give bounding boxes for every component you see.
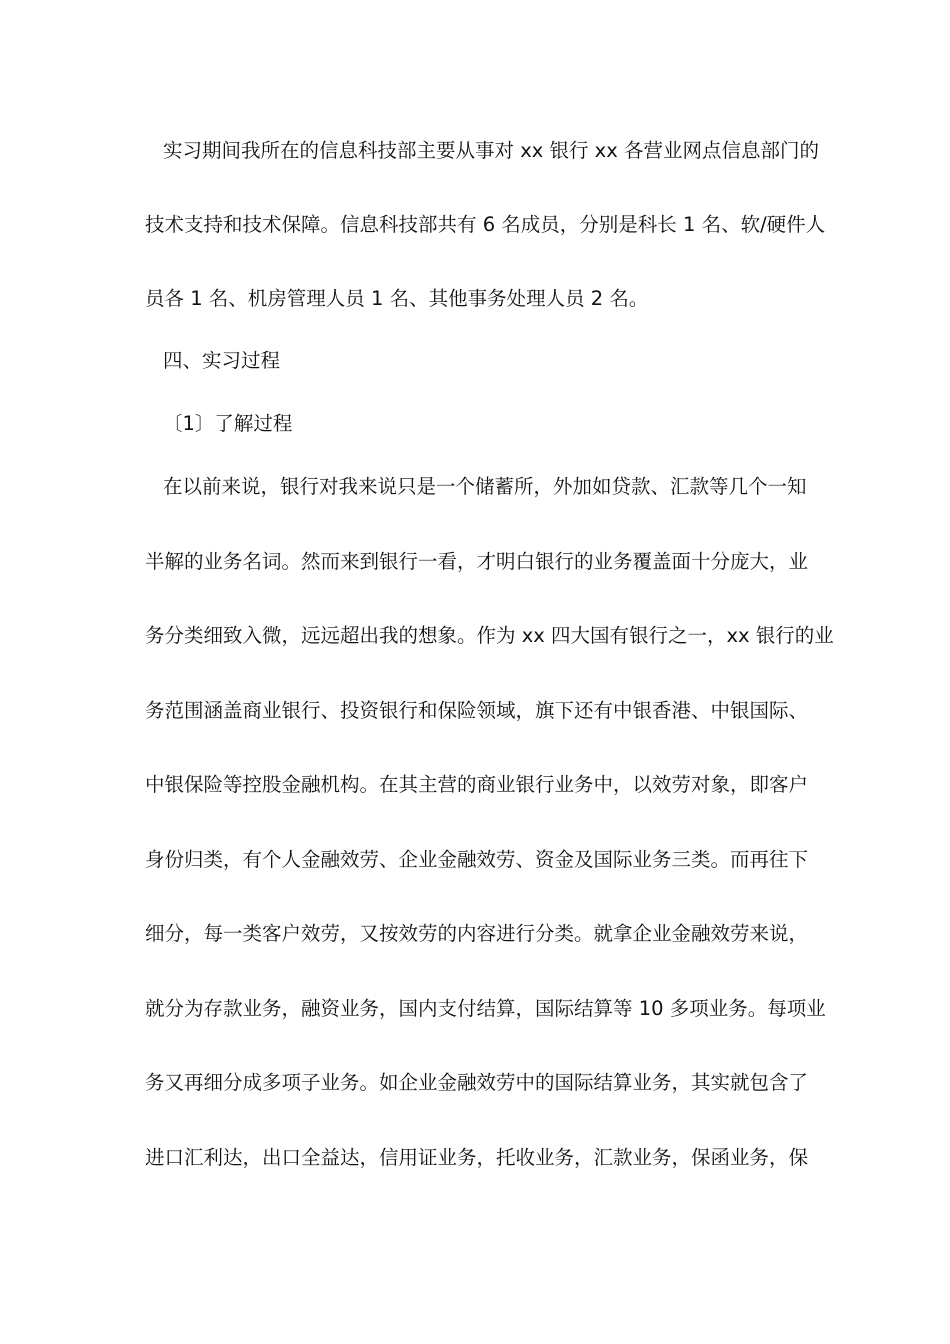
paragraph-line: 细分，每一类客户效劳，又按效劳的内容进行分类。就拿企业金融效劳来说， [145, 922, 809, 945]
section-heading: 四、实习过程 [163, 349, 281, 372]
subsection-heading: 〔1〕了解过程 [163, 412, 293, 435]
paragraph-line: 员各 1 名、机房管理人员 1 名、其他事务处理人员 2 名。 [145, 287, 649, 310]
paragraph-line: 在以前来说，银行对我来说只是一个储蓄所，外加如贷款、汇款等几个一知 [163, 475, 807, 498]
paragraph-line: 就分为存款业务，融资业务，国内支付结算，国际结算等 10 多项业务。每项业 [145, 997, 826, 1020]
paragraph-line: 实习期间我所在的信息科技部主要从事对 xx 银行 xx 各营业网点信息部门的 [163, 139, 819, 162]
paragraph-line: 身份归类，有个人金融效劳、企业金融效劳、资金及国际业务三类。而再往下 [145, 848, 809, 871]
paragraph-line: 务又再细分成多项子业务。如企业金融效劳中的国际结算业务，其实就包含了 [145, 1071, 809, 1094]
paragraph-line: 中银保险等控股金融机构。在其主营的商业银行业务中，以效劳对象，即客户 [145, 773, 809, 796]
paragraph-line: 半解的业务名词。然而来到银行一看，才明白银行的业务覆盖面十分庞大，业 [145, 550, 809, 573]
paragraph-line: 务分类细致入微，远远超出我的想象。作为 xx 四大国有银行之一，xx 银行的业 [145, 624, 834, 647]
paragraph-line: 技术支持和技术保障。信息科技部共有 6 名成员，分别是科长 1 名、软/硬件人 [145, 213, 826, 236]
paragraph-line: 务范围涵盖商业银行、投资银行和保险领域，旗下还有中银香港、中银国际、 [145, 699, 809, 722]
paragraph-line: 进口汇利达，出口全益达，信用证业务，托收业务，汇款业务，保函业务，保 [145, 1146, 809, 1169]
